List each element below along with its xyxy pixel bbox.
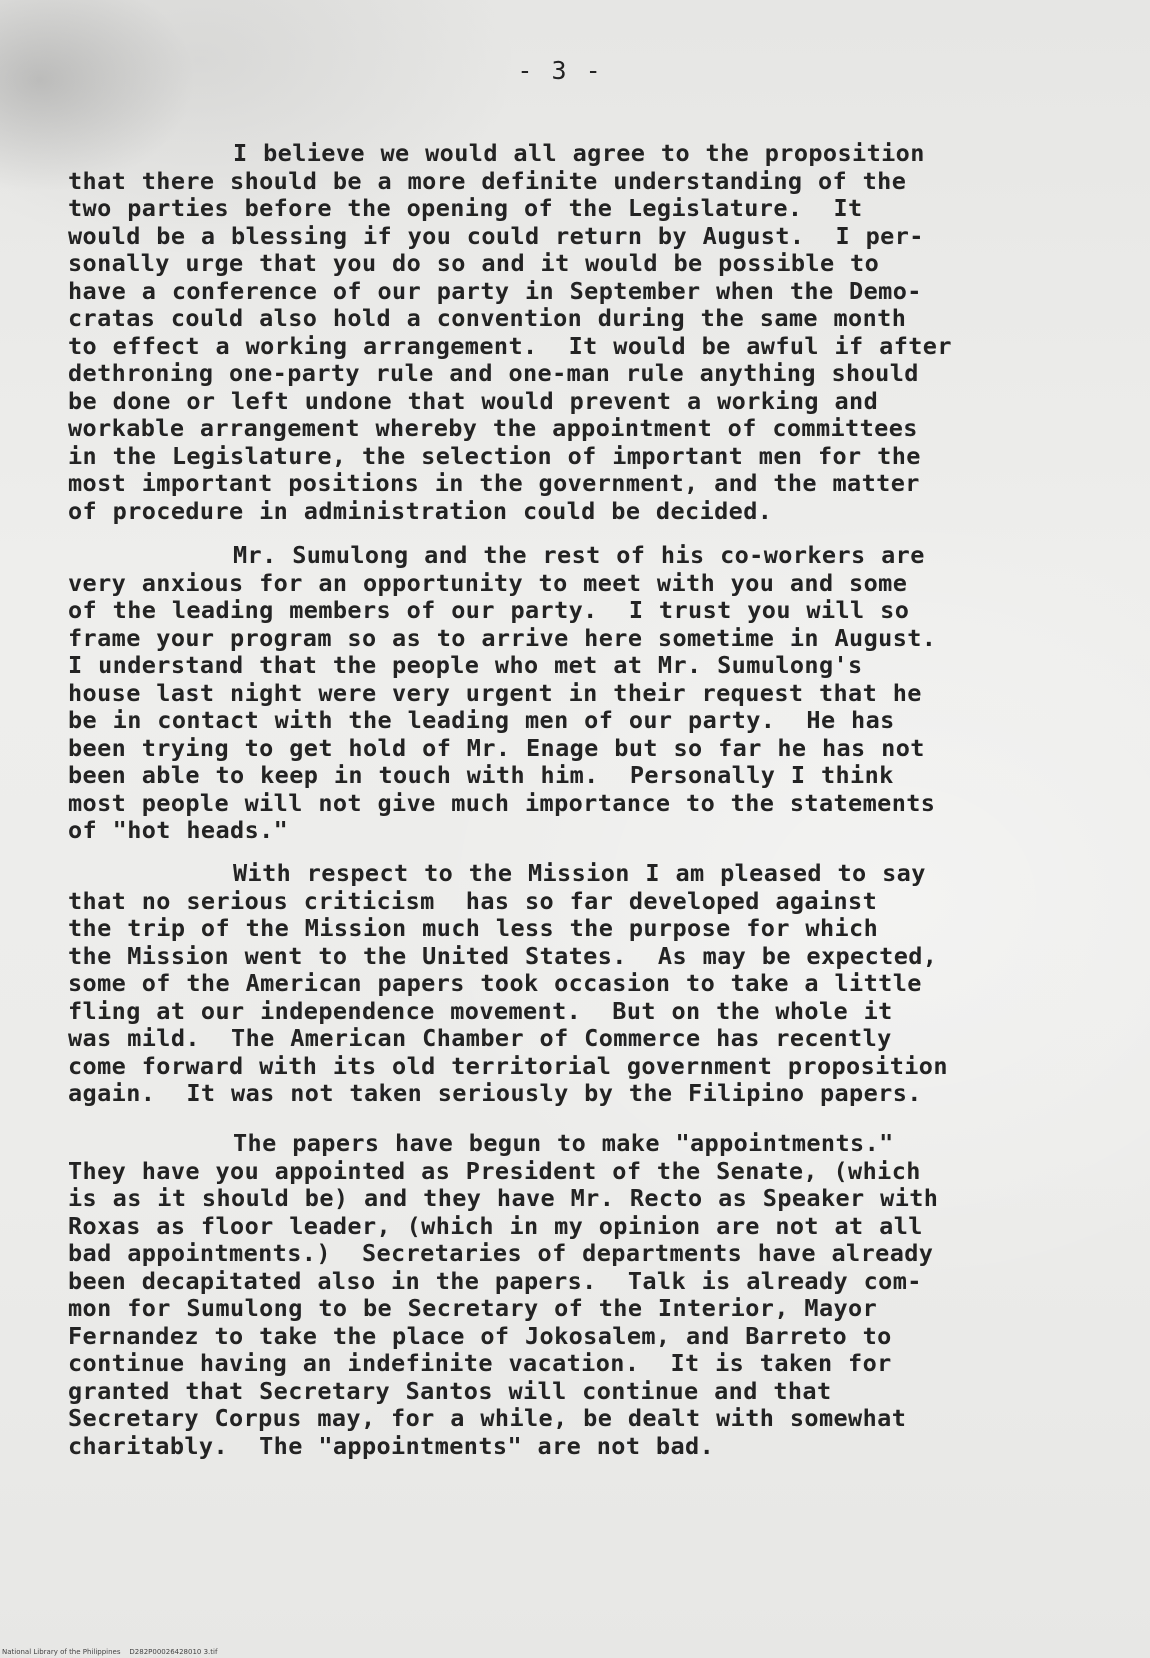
text-line: bad appointments.) Secretaries of departments have already [68, 1239, 934, 1267]
text-line: the trip of the Mission much less the purpose for which [68, 914, 879, 942]
text-line: of "hot heads." [68, 816, 289, 844]
footer-file-id: D282P00026428010 3.tif [129, 1648, 218, 1656]
text-line: I believe we would all agree to the proposition [233, 139, 925, 167]
text-line: mon for Sumulong to be Secretary of the Interior, Mayor [68, 1294, 878, 1322]
text-line: frame your program so as to arrive here sometime in August. [68, 623, 937, 652]
text-line: Mr. Sumulong and the rest of his co-workers are [233, 541, 925, 569]
text-line: cratas could also hold a convention during the same month [68, 304, 907, 332]
text-line: some of the American papers took occasion to take a little [68, 969, 922, 997]
text-line: Roxas as floor leader, (which in my opinion are not at all [68, 1211, 923, 1240]
text-line: be done or left undone that would prevent a working and [68, 386, 879, 415]
text-line: have a conference of our party in September when the Demo- [68, 276, 922, 305]
text-line: I understand that the people who met at Mr. Sumulong's [68, 651, 863, 679]
text-line: to effect a working arrangement. It would be awful if after [68, 331, 952, 360]
text-line: be in contact with the leading men of our party. He has [68, 706, 895, 734]
paragraph-4 [68, 1130, 938, 1460]
text-line: The papers have begun to make "appointments." [233, 1129, 894, 1157]
text-line: was mild. The American Chamber of Commerce has recently [68, 1024, 892, 1052]
text-line: charitably. The "appointments" are not bad. [68, 1431, 715, 1460]
text-line: continue having an indefinite vacation. It is taken for [68, 1349, 892, 1377]
text-line: house last night were very urgent in their request that he [68, 678, 922, 707]
text-line: Fernandez to take the place of Jokosalem, and Barreto to [68, 1321, 892, 1350]
text-line: granted that Secretary Santos will continue and that [68, 1376, 832, 1405]
text-line: two parties before the opening of the Legislature. It [68, 194, 863, 222]
text-line: very anxious for an opportunity to meet with you and some [68, 568, 908, 597]
paragraph-1 [68, 140, 952, 525]
text-line: of the leading members of our party. I trust you will so [68, 596, 910, 624]
text-line: been trying to get hold of Mr. Enage but so far he has not [68, 733, 925, 762]
page-number: - 3 - [517, 56, 603, 85]
footer-source: National Library of the Philippines [2, 1648, 121, 1656]
text-line: of procedure in administration could be decided. [68, 496, 773, 525]
text-line: fling at our independence movement. But on the whole it [68, 996, 893, 1025]
text-line: that no serious criticism has so far developed against [68, 886, 878, 915]
text-line: most important positions in the government, and the matter [68, 469, 920, 497]
text-line: sonally urge that you do so and it would be possible to [68, 249, 880, 277]
paragraph-2 [68, 542, 936, 845]
text-line: workable arrangement whereby the appointment of committees [68, 414, 918, 442]
text-line: dethroning one-party rule and one-man rule anything should [68, 359, 919, 387]
text-line: been decapitated also in the papers. Talk is already com- [68, 1266, 922, 1295]
text-line: most people will not give much importance to the statements [68, 788, 936, 817]
text-line: come forward with its old territorial government proposition [68, 1051, 948, 1080]
text-line: in the Legislature, the selection of important men for the [68, 441, 921, 470]
text-line: been able to keep in touch with him. Personally I think [68, 761, 894, 789]
text-line: With respect to the Mission I am pleased to say [233, 859, 926, 887]
text-line: is as it should be) and they have Mr. Recto as Speaker with [68, 1184, 939, 1212]
paragraph-3 [68, 860, 948, 1108]
text-line: would be a blessing if you could return by August. I per- [68, 221, 924, 250]
text-line: again. It was not taken seriously by the Filipino papers. [68, 1079, 922, 1107]
archive-footer [2, 1648, 217, 1656]
text-line: Secretary Corpus may, for a while, be dealt with somewhat [68, 1404, 907, 1432]
text-line: that there should be a more definite understanding of the [68, 166, 907, 195]
text-line: They have you appointed as President of the Senate, (which [68, 1156, 921, 1185]
text-line: the Mission went to the United States. As may be expected, [68, 941, 938, 970]
